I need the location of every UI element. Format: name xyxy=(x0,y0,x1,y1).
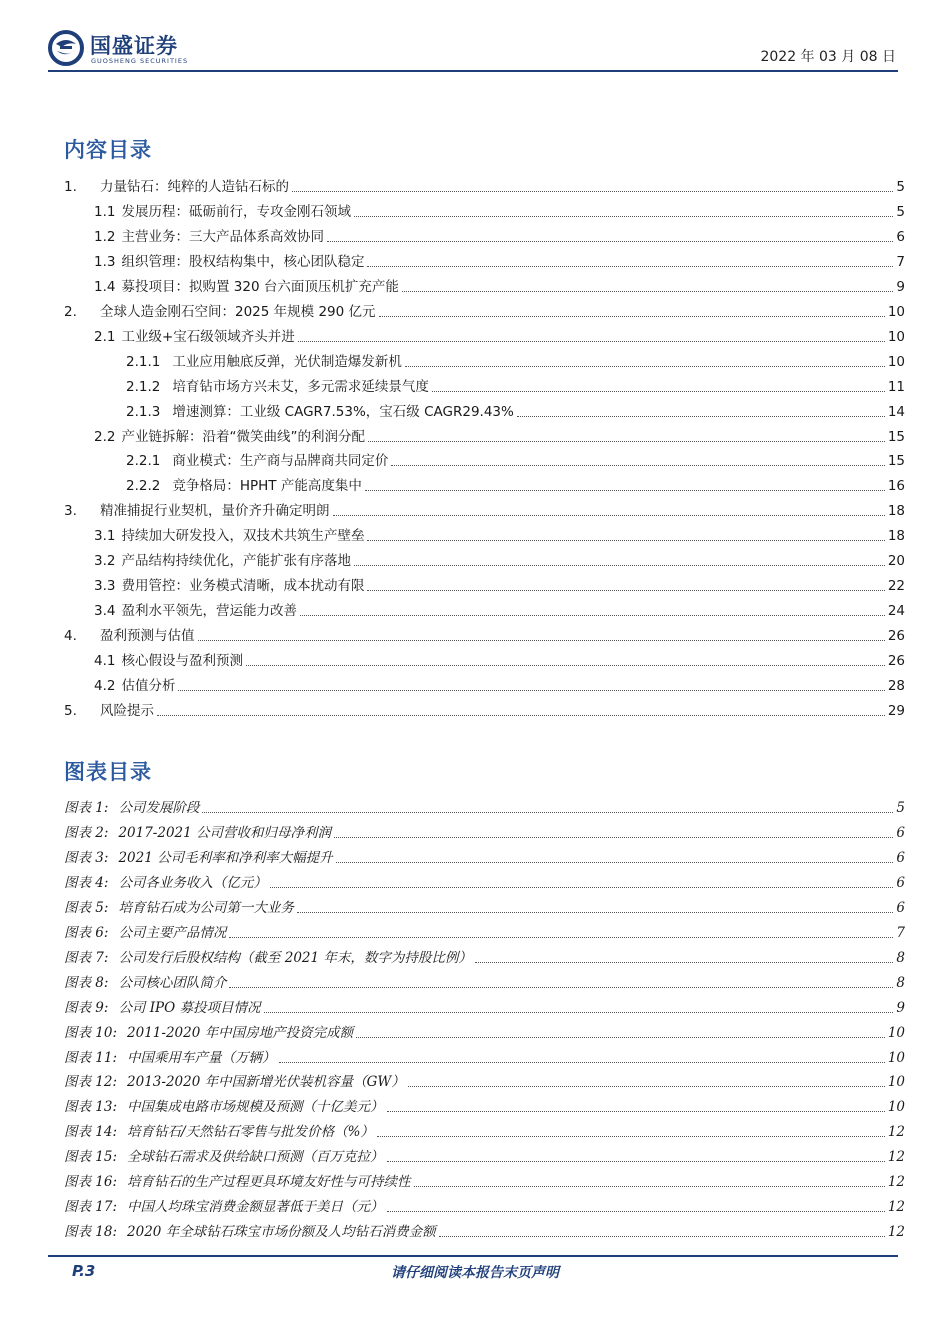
entry-page-number: 6 xyxy=(896,228,905,245)
entry-page-number: 7 xyxy=(896,924,905,941)
entry-title: 盈利水平领先，营运能力改善 xyxy=(121,603,297,620)
figure-entry[interactable] xyxy=(64,1169,905,1191)
entry-page-number: 20 xyxy=(887,553,905,570)
dot-leader xyxy=(157,714,885,716)
toc-entry[interactable] xyxy=(64,424,905,446)
entry-page-number: 9 xyxy=(896,278,905,295)
toc-entry[interactable] xyxy=(64,473,905,495)
entry-number: 图表 6: xyxy=(64,924,109,941)
dot-leader xyxy=(229,986,893,988)
entry-number: 3.4 xyxy=(94,603,116,620)
toc-entry[interactable] xyxy=(64,548,905,570)
entry-number: 图表 9: xyxy=(64,999,109,1016)
dot-leader xyxy=(270,886,893,888)
entry-number: 图表 3: xyxy=(64,849,109,866)
entry-page-number: 18 xyxy=(887,528,905,545)
entry-title: 2013-2020 年中国新增光伏装机容量（GW） xyxy=(127,1074,405,1091)
entry-page-number: 15 xyxy=(887,428,905,445)
entry-title: 全球钻石需求及供给缺口预测（百万克拉） xyxy=(127,1149,384,1166)
dot-leader xyxy=(198,639,885,641)
dot-leader xyxy=(178,689,884,691)
entry-number: 3.3 xyxy=(94,578,116,595)
dot-leader xyxy=(297,911,893,913)
entry-number: 图表 13: xyxy=(64,1099,118,1116)
entry-title: 2011-2020 年中国房地产投资完成额 xyxy=(127,1024,354,1041)
entry-page-number: 16 xyxy=(887,478,905,495)
dot-leader xyxy=(379,315,885,317)
entry-title: 全球人造金刚石空间：2025 年规模 290 亿元 xyxy=(100,303,376,320)
figure-list-title: 图表目录 xyxy=(64,760,152,784)
header-divider xyxy=(48,70,898,72)
entry-page-number: 12 xyxy=(887,1224,905,1241)
toc-entry[interactable] xyxy=(64,523,905,545)
dot-leader xyxy=(264,1011,894,1013)
entry-title: 培育钻石成为公司第一大业务 xyxy=(118,899,294,916)
entry-title: 主营业务：三大产品体系高效协同 xyxy=(121,228,324,245)
brand-name-cn: 国盛证券 xyxy=(90,34,178,58)
dot-leader xyxy=(475,961,894,963)
entry-number: 图表 18: xyxy=(64,1224,118,1241)
entry-number: 2.1.1 xyxy=(126,353,161,370)
entry-page-number: 15 xyxy=(887,453,905,470)
entry-number: 1. xyxy=(64,179,77,195)
disclaimer-note: 请仔细阅读本报告末页声明 xyxy=(391,1265,559,1281)
entry-number: 图表 14: xyxy=(64,1124,118,1141)
entry-page-number: 6 xyxy=(896,874,905,891)
entry-title: 精准捕捉行业契机，量价齐升确定明朗 xyxy=(100,503,330,520)
entry-page-number: 6 xyxy=(896,849,905,866)
dot-leader xyxy=(298,340,885,342)
entry-number: 2.1.3 xyxy=(126,403,161,420)
entry-number: 4.2 xyxy=(94,678,116,694)
dot-leader xyxy=(367,589,884,591)
entry-page-number: 29 xyxy=(887,702,905,719)
entry-number: 图表 7: xyxy=(64,949,109,966)
entry-page-number: 5 xyxy=(896,179,905,195)
toc-entry[interactable] xyxy=(64,448,905,470)
entry-page-number: 18 xyxy=(887,503,905,520)
dot-leader xyxy=(387,1110,885,1112)
brand-name-en: GUOSHENG SECURITIES xyxy=(91,57,189,65)
entry-number: 1.2 xyxy=(94,228,116,245)
dot-leader xyxy=(356,1036,885,1038)
entry-number: 2. xyxy=(64,303,77,320)
entry-number: 1.4 xyxy=(94,278,116,295)
dot-leader xyxy=(408,1085,885,1087)
entry-page-number: 12 xyxy=(887,1199,905,1216)
entry-number: 图表 11: xyxy=(64,1049,118,1066)
dot-leader xyxy=(368,440,885,442)
entry-title: 中国集成电路市场规模及预测（十亿美元） xyxy=(127,1099,384,1116)
entry-title: 培育钻市场方兴未艾，多元需求延续景气度 xyxy=(172,378,429,395)
entry-page-number: 26 xyxy=(887,628,905,645)
dot-leader xyxy=(387,1160,885,1162)
dot-leader xyxy=(334,836,893,838)
entry-number: 图表 15: xyxy=(64,1149,118,1166)
toc-entry[interactable] xyxy=(64,224,905,246)
entry-title: 中国乘用车产量（万辆） xyxy=(127,1049,276,1066)
entry-number: 图表 5: xyxy=(64,899,109,916)
entry-page-number: 12 xyxy=(887,1174,905,1191)
entry-page-number: 28 xyxy=(887,678,905,694)
entry-title: 增速测算：工业级 CAGR7.53%，宝石级 CAGR29.43% xyxy=(172,403,514,420)
entry-title: 产品结构持续优化，产能扩张有序落地 xyxy=(121,553,351,570)
toc-entry[interactable] xyxy=(64,673,905,695)
dot-leader xyxy=(402,290,894,292)
dot-leader xyxy=(229,936,893,938)
entry-title: 力量钻石：纯粹的人造钻石标的 xyxy=(100,179,289,195)
figure-entry[interactable] xyxy=(64,970,905,992)
entry-page-number: 11 xyxy=(887,378,905,395)
entry-page-number: 12 xyxy=(887,1149,905,1166)
toc-entry[interactable] xyxy=(64,623,905,645)
toc-entry[interactable] xyxy=(64,573,905,595)
entry-page-number: 10 xyxy=(887,1024,905,1041)
dot-leader xyxy=(336,861,894,863)
entry-number: 图表 16: xyxy=(64,1174,118,1191)
toc-entry[interactable] xyxy=(64,598,905,620)
dot-leader xyxy=(327,240,893,242)
entry-number: 图表 8: xyxy=(64,974,109,991)
toc-entry[interactable] xyxy=(64,648,905,670)
toc-entry[interactable] xyxy=(64,199,905,221)
entry-title: 商业模式：生产商与品牌商共同定价 xyxy=(172,453,389,470)
page-header xyxy=(48,26,898,74)
figure-entry[interactable] xyxy=(64,995,905,1017)
toc-entry[interactable] xyxy=(64,498,905,520)
figure-entry[interactable] xyxy=(64,1094,905,1116)
figure-entry[interactable] xyxy=(64,870,905,892)
entry-title: 公司发展阶段 xyxy=(118,800,200,816)
entry-number: 图表 1: xyxy=(64,800,109,816)
entry-page-number: 5 xyxy=(896,800,905,816)
entry-title: 发展历程：砥砺前行，专攻金刚石领域 xyxy=(121,203,351,220)
entry-title: 核心假设与盈利预测 xyxy=(121,653,243,670)
toc-title: 内容目录 xyxy=(64,138,152,162)
toc-entry[interactable] xyxy=(64,274,905,296)
toc-entry[interactable] xyxy=(64,374,905,396)
entry-page-number: 6 xyxy=(896,899,905,916)
dot-leader xyxy=(202,811,893,813)
entry-title: 费用管控：业务模式清晰，成本扰动有限 xyxy=(121,578,365,595)
toc-entry[interactable] xyxy=(64,349,905,371)
entry-page-number: 10 xyxy=(887,303,905,320)
entry-number: 2.1 xyxy=(94,328,116,345)
entry-title: 公司主要产品情况 xyxy=(118,924,227,941)
figure-entry[interactable] xyxy=(64,1194,905,1216)
figure-entry[interactable] xyxy=(64,920,905,942)
toc-entry[interactable] xyxy=(64,324,905,346)
dot-leader xyxy=(391,464,884,466)
dot-leader xyxy=(333,514,885,516)
entry-title: 培育钻石的生产过程更具环境友好性与可持续性 xyxy=(127,1174,411,1191)
entry-number: 1.3 xyxy=(94,253,116,270)
entry-title: 募投项目：拟购置 320 台六面顶压机扩充产能 xyxy=(121,278,399,295)
toc-entry[interactable] xyxy=(64,174,905,196)
dot-leader xyxy=(377,1135,885,1137)
entry-page-number: 22 xyxy=(887,578,905,595)
dot-leader xyxy=(367,265,893,267)
entry-page-number: 26 xyxy=(887,653,905,670)
entry-title: 估值分析 xyxy=(121,678,176,694)
figure-entry[interactable] xyxy=(64,845,905,867)
toc-entry[interactable] xyxy=(64,698,905,720)
entry-title: 组织管理：股权结构集中，核心团队稳定 xyxy=(121,253,365,270)
entry-title: 培育钻石/天然钻石零售与批发价格（%） xyxy=(127,1124,374,1141)
dot-leader xyxy=(367,539,884,541)
entry-title: 中国人均珠宝消费金额显著低于美日（元） xyxy=(127,1199,384,1216)
entry-number: 图表 2: xyxy=(64,824,109,841)
dot-leader xyxy=(365,489,885,491)
figure-entry[interactable] xyxy=(64,1045,905,1067)
brand-logo-icon xyxy=(48,30,84,66)
toc-entry[interactable] xyxy=(64,299,905,321)
entry-number: 2.2.2 xyxy=(126,478,161,495)
entry-page-number: 14 xyxy=(887,403,905,420)
entry-title: 产业链拆解：沿着“微笑曲线”的利润分配 xyxy=(121,428,365,445)
dot-leader xyxy=(300,614,885,616)
entry-page-number: 7 xyxy=(896,253,905,270)
entry-title: 竞争格局：HPHT 产能高度集中 xyxy=(172,478,362,495)
entry-title: 盈利预测与估值 xyxy=(100,628,195,645)
figure-entry[interactable] xyxy=(64,1144,905,1166)
dot-leader xyxy=(354,564,885,566)
entry-number: 3. xyxy=(64,503,77,520)
dot-leader xyxy=(279,1061,885,1063)
entry-title: 工业级+宝石级领域齐头并进 xyxy=(121,328,295,345)
figure-entry[interactable] xyxy=(64,1119,905,1141)
brand-logo xyxy=(48,30,278,70)
toc-entry[interactable] xyxy=(64,399,905,421)
dot-leader xyxy=(405,365,885,367)
entry-number: 图表 12: xyxy=(64,1074,118,1091)
dot-leader xyxy=(439,1235,885,1237)
entry-page-number: 6 xyxy=(896,824,905,841)
entry-page-number: 10 xyxy=(887,328,905,345)
dot-leader xyxy=(354,215,893,217)
entry-title: 公司各业务收入（亿元） xyxy=(118,874,267,891)
entry-page-number: 10 xyxy=(887,1074,905,1091)
entry-number: 3.1 xyxy=(94,528,116,545)
dot-leader xyxy=(432,390,885,392)
entry-page-number: 10 xyxy=(887,1049,905,1066)
dot-leader xyxy=(387,1210,885,1212)
page-number: P.3 xyxy=(72,1262,96,1280)
entry-title: 工业应用触底反弹，光伏制造爆发新机 xyxy=(172,353,402,370)
entry-page-number: 5 xyxy=(896,203,905,220)
dot-leader xyxy=(246,664,885,666)
figure-entry[interactable] xyxy=(64,820,905,842)
toc-entry[interactable] xyxy=(64,249,905,271)
entry-page-number: 8 xyxy=(896,974,905,991)
entry-page-number: 10 xyxy=(887,1099,905,1116)
entry-page-number: 9 xyxy=(896,999,905,1016)
entry-number: 2.1.2 xyxy=(126,378,161,395)
entry-number: 4.1 xyxy=(94,653,116,670)
figure-entry[interactable] xyxy=(64,895,905,917)
entry-title: 公司 IPO 募投项目情况 xyxy=(118,999,261,1016)
entry-title: 公司发行后股权结构（截至 2021 年末，数字为持股比例） xyxy=(118,949,472,966)
entry-number: 4. xyxy=(64,628,77,645)
entry-title: 持续加大研发投入，双技术共筑生产壁垒 xyxy=(121,528,365,545)
entry-title: 2020 年全球钻石珠宝市场份额及人均钻石消费金额 xyxy=(127,1224,436,1241)
entry-number: 5. xyxy=(64,702,77,719)
entry-title: 2021 公司毛利率和净利率大幅提升 xyxy=(118,849,333,866)
dot-leader xyxy=(292,190,893,192)
footer-divider xyxy=(48,1255,898,1257)
figure-entry[interactable] xyxy=(64,1069,905,1091)
entry-number: 图表 4: xyxy=(64,874,109,891)
entry-number: 2.2.1 xyxy=(126,453,161,470)
entry-title: 风险提示 xyxy=(100,702,154,719)
dot-leader xyxy=(517,415,885,417)
entry-page-number: 10 xyxy=(887,353,905,370)
dot-leader xyxy=(414,1185,885,1187)
entry-page-number: 8 xyxy=(896,949,905,966)
entry-number: 图表 17: xyxy=(64,1199,118,1216)
entry-title: 2017-2021 公司营收和归母净利润 xyxy=(118,824,332,841)
entry-number: 2.2 xyxy=(94,428,116,445)
entry-page-number: 12 xyxy=(887,1124,905,1141)
entry-title: 公司核心团队简介 xyxy=(118,974,227,991)
report-date: 2022 年 03 月 08 日 xyxy=(760,49,896,65)
figure-entry[interactable] xyxy=(64,945,905,967)
figure-entry[interactable] xyxy=(64,1219,905,1241)
figure-entry[interactable] xyxy=(64,795,905,817)
entry-number: 1.1 xyxy=(94,203,116,220)
entry-page-number: 24 xyxy=(887,603,905,620)
entry-number: 3.2 xyxy=(94,553,116,570)
figure-entry[interactable] xyxy=(64,1020,905,1042)
entry-number: 图表 10: xyxy=(64,1024,118,1041)
